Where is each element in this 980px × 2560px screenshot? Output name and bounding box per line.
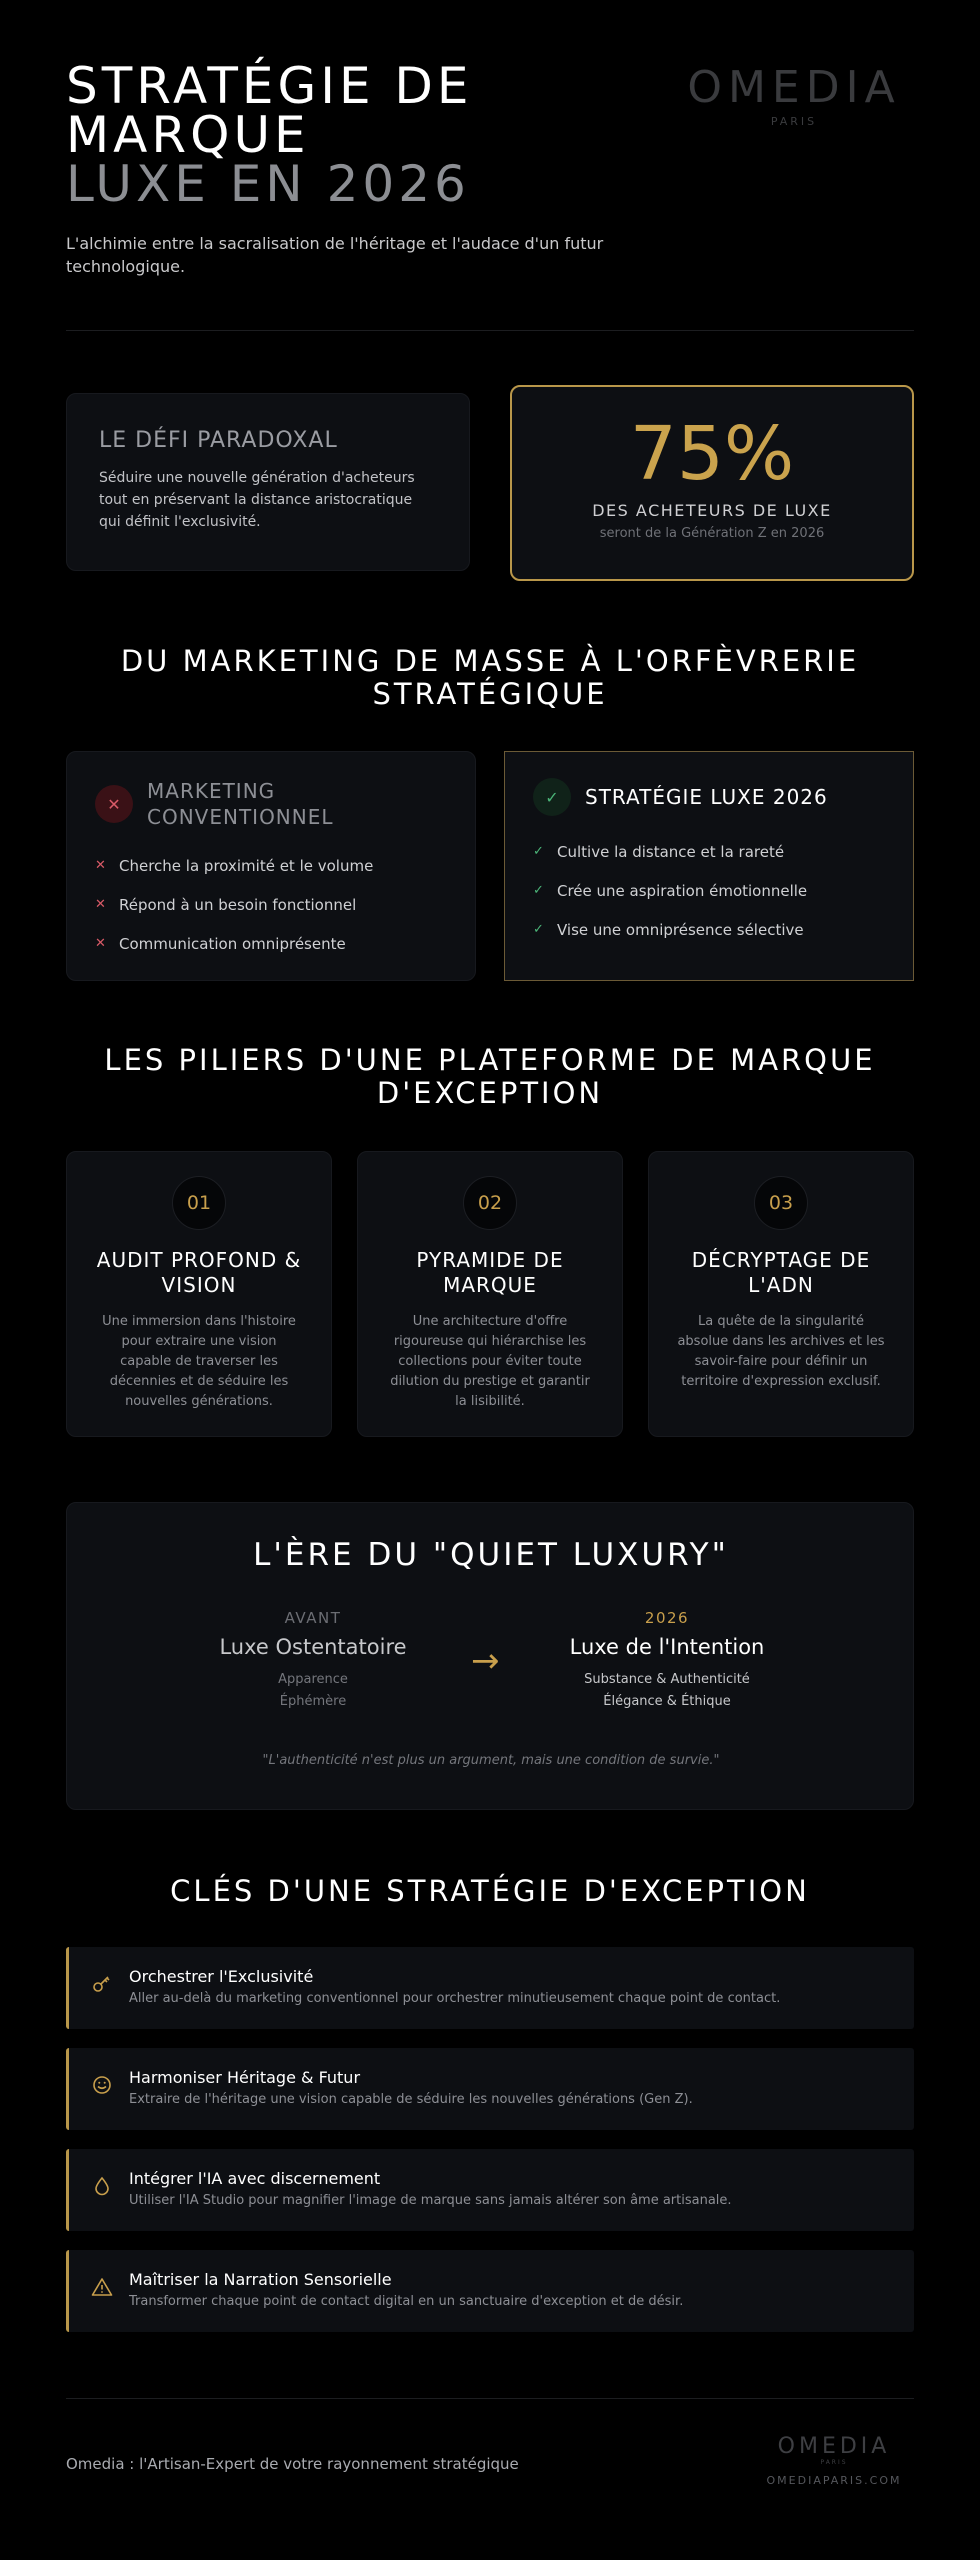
stat-value: 75% (629, 411, 795, 497)
list-item (533, 871, 885, 910)
check-icon: ✓ (533, 883, 544, 898)
list-item (95, 846, 447, 885)
title-line-1: STRATÉGIE DE (66, 57, 473, 115)
list-item-text: Crée une aspiration émotionnelle (557, 881, 808, 900)
key-card (66, 1947, 914, 2029)
list-item-text: Vise une omniprésence sélective (557, 920, 804, 939)
quiet-luxury-title: L'ÈRE DU "QUIET LUXURY" (253, 1537, 729, 1573)
pillar-title: PYRAMIDE DE MARQUE (416, 1248, 564, 1297)
x-icon: ✕ (95, 936, 106, 951)
quote: "L'authenticité n'est plus un argument, mais une condition de survie." (262, 1753, 720, 1768)
pillar-card (357, 1151, 623, 1437)
title-line-2: MARQUE (66, 106, 310, 164)
arrow-right-icon: → (471, 1641, 500, 1681)
list-item-text: Communication omniprésente (119, 934, 346, 953)
smile-icon (91, 2074, 113, 2096)
challenge-text: Séduire une nouvelle génération d'acheteurs tout en préservant la distance aristocratique qui définit l'exclusivité. (99, 470, 415, 530)
pillar-card (648, 1151, 914, 1437)
list-item (95, 924, 447, 963)
after-main: Luxe de l'Intention (569, 1635, 765, 1659)
luxury-list (533, 832, 885, 949)
divider (66, 330, 914, 331)
list-item-text: Cultive la distance et la rareté (557, 842, 785, 861)
conventional-list (95, 846, 447, 963)
brand-logo (674, 62, 914, 128)
footer-brand (754, 2434, 914, 2487)
page-title (66, 57, 586, 213)
list-item-text: Cherche la proximité et le volume (119, 856, 374, 875)
x-icon: ✕ (95, 858, 106, 873)
x-icon: ✕ (95, 785, 133, 823)
footer-url[interactable]: OMEDIAPARIS.COM (766, 2474, 902, 2487)
pillars-section-title: LES PILIERS D'UNE PLATEFORME DE MARQUE D'EXCEPTION (104, 1043, 876, 1110)
list-item (533, 832, 885, 871)
challenge-title: LE DÉFI PARADOXAL (99, 428, 338, 453)
title-line-3: LUXE EN 2026 (66, 155, 470, 213)
before-tag: AVANT (284, 1609, 342, 1627)
x-icon: ✕ (95, 897, 106, 912)
check-icon: ✓ (533, 844, 544, 859)
before-column (183, 1609, 443, 1713)
key-card (66, 2149, 914, 2231)
challenge-card (66, 393, 470, 571)
keys-section-title: CLÉS D'UNE STRATÉGIE D'EXCEPTION (170, 1874, 810, 1908)
brand-city: PARIS (770, 115, 818, 128)
footer-tagline: Omedia : l'Artisan-Expert de votre rayonnement stratégique (66, 2455, 519, 2473)
key-text: Aller au-delà du marketing conventionnel pour orchestrer minutieusement chaque point de contact. (129, 1991, 781, 2006)
before-main: Luxe Ostentatoire (219, 1635, 407, 1659)
key-text: Extraire de l'héritage une vision capable de séduire les nouvelles générations (Gen Z). (129, 2092, 693, 2107)
pillar-title: DÉCRYPTAGE DE L'ADN (691, 1248, 871, 1297)
brand-name: OMEDIA (687, 62, 901, 113)
key-title: Harmoniser Héritage & Futur (129, 2068, 361, 2087)
stat-card (510, 385, 914, 581)
after-tag: 2026 (644, 1609, 690, 1627)
list-item-text: Répond à un besoin fonctionnel (119, 895, 357, 914)
hero-subtitle: L'alchimie entre la sacralisation de l'héritage et l'audace d'un futur technologique. (66, 234, 604, 276)
drop-icon (91, 2175, 113, 2197)
pillar-number: 01 (172, 1176, 226, 1230)
hero-section (66, 57, 914, 276)
luxury-strategy-title: STRATÉGIE LUXE 2026 (585, 785, 828, 809)
pillar-text: La quête de la singularité absolue dans les archives et les savoir-faire pour définir un territoire d'expression exclusif. (677, 1314, 885, 1389)
before-sub: Apparence (278, 1672, 348, 1687)
pillar-title: AUDIT PROFOND & VISION (96, 1248, 302, 1297)
key-card (66, 2250, 914, 2332)
quiet-luxury-card (66, 1502, 914, 1810)
compare-section-title: DU MARKETING DE MASSE À L'ORFÈVRERIE STRATÉGIQUE (120, 644, 860, 711)
check-icon: ✓ (533, 922, 544, 937)
key-icon (91, 1973, 113, 1995)
divider (66, 2398, 914, 2399)
after-sub: Substance & Authenticité (584, 1672, 750, 1687)
key-title: Maîtriser la Narration Sensorielle (129, 2270, 392, 2289)
luxury-strategy-card (504, 751, 914, 981)
after-sub: Élégance & Éthique (603, 1694, 731, 1709)
before-sub: Éphémère (279, 1694, 347, 1709)
footer-brand-name: OMEDIA (777, 2434, 891, 2459)
key-title: Orchestrer l'Exclusivité (129, 1967, 314, 1986)
key-title: Intégrer l'IA avec discernement (129, 2169, 381, 2188)
check-icon: ✓ (533, 778, 571, 816)
footer-brand-city: PARIS (820, 2459, 848, 2466)
pillar-text: Une immersion dans l'histoire pour extraire une vision capable de traverser les décennies et de séduire les nouvelles générations. (102, 1314, 296, 1409)
conventional-card (66, 751, 476, 981)
list-item (95, 885, 447, 924)
pillar-text: Une architecture d'offre rigoureuse qui hiérarchise les collections pour éviter toute dilution du prestige et garantir la lisibilité. (390, 1314, 590, 1409)
after-column (537, 1609, 797, 1713)
pillar-number: 02 (463, 1176, 517, 1230)
pillar-number: 03 (754, 1176, 808, 1230)
pillar-card (66, 1151, 332, 1437)
warning-icon (91, 2276, 113, 2298)
stat-label: DES ACHETEURS DE LUXE (592, 501, 832, 520)
conventional-title: MARKETING CONVENTIONNEL (147, 779, 334, 829)
key-text: Utiliser l'IA Studio pour magnifier l'image de marque sans jamais altérer son âme artisanale. (129, 2193, 732, 2208)
stat-subtext: seront de la Génération Z en 2026 (599, 526, 825, 541)
key-card (66, 2048, 914, 2130)
list-item (533, 910, 885, 949)
key-text: Transformer chaque point de contact digital en un sanctuaire d'exception et de désir. (129, 2294, 684, 2309)
